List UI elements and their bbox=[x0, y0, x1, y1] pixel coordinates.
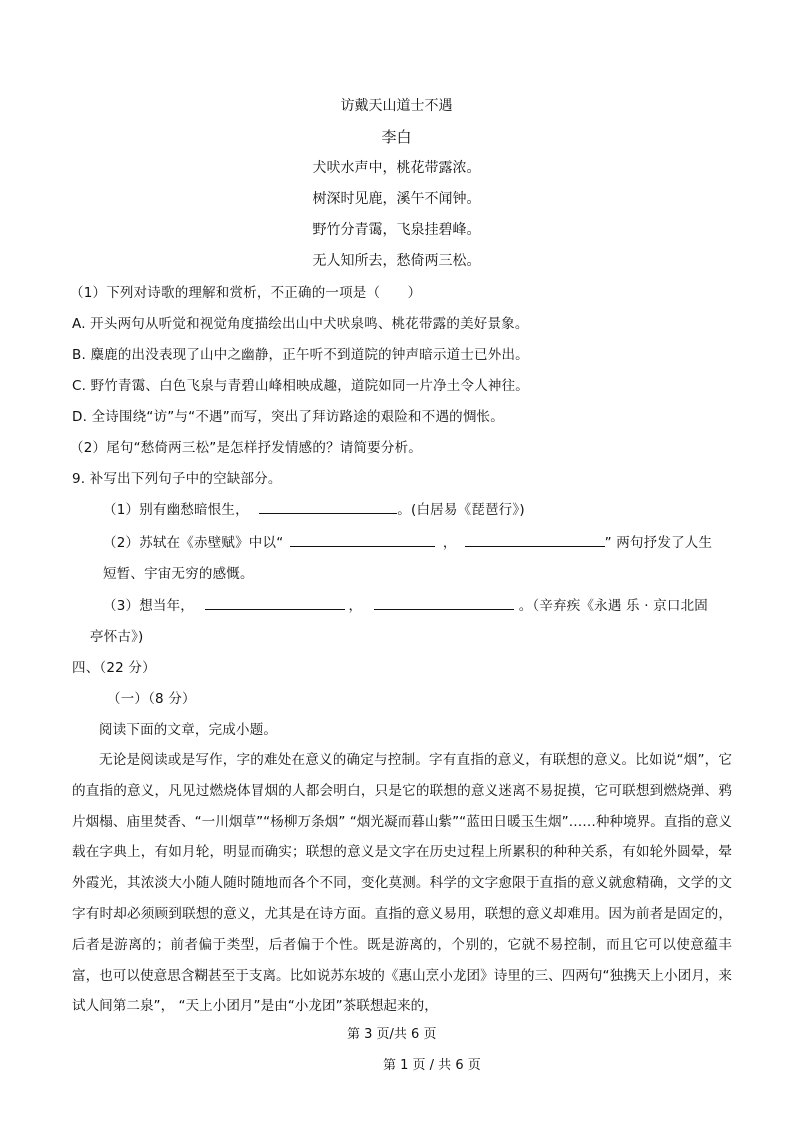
option-d: D. 全诗围绕“访”与“不遇”而写，突出了拜访路途的艰险和不遇的惆怅。 bbox=[72, 409, 504, 425]
question-2: （2）尾句“愁倚两三松”是怎样抒发情感的？请简要分析。 bbox=[70, 440, 422, 456]
page-number: 第 1 页 / 共 6 页 bbox=[383, 1058, 481, 1073]
question-1-stem: （1）下列对诗歌的理解和赏析，不正确的一项是（ ） bbox=[70, 285, 422, 301]
q9-item-2 bbox=[103, 533, 712, 553]
poem-line: 野竹分青霭，飞泉挂碧峰。 bbox=[312, 222, 481, 238]
poem-line: 犬吠水声中，桃花带露浓。 bbox=[312, 160, 481, 176]
option-a: A. 开头两句从听觉和视觉角度描绘出山中犬吠泉鸣、桃花带露的美好景象。 bbox=[72, 316, 529, 332]
fill-blank[interactable] bbox=[290, 534, 435, 547]
fill-blank[interactable] bbox=[259, 501, 397, 514]
question-9-stem: 9. 补写出下列句子中的空缺部分。 bbox=[72, 471, 282, 487]
q9-item-3-comma: ， bbox=[348, 598, 363, 614]
reading-instruction: 阅读下面的文章，完成小题。 bbox=[99, 722, 278, 738]
q9-item-3-prefix: （3）想当年， bbox=[103, 598, 194, 614]
inner-page-number: 第 3 页/共 6 页 bbox=[347, 1027, 437, 1042]
q9-item-1-prefix: （1）别有幽愁暗恨生， bbox=[103, 502, 249, 518]
fill-blank[interactable] bbox=[465, 534, 605, 547]
option-b: B. 麋鹿的出没表现了山中之幽静，正午听不到道院的钟声暗示道士已外出。 bbox=[72, 347, 529, 363]
poem-line: 树深时见鹿，溪午不闻钟。 bbox=[312, 191, 481, 207]
fill-blank[interactable] bbox=[205, 597, 345, 610]
q9-item-3-continuation: 亭怀古》) bbox=[90, 629, 144, 645]
q9-item-2-suffix: ” 两句抒发了人生 bbox=[604, 535, 713, 551]
poem-title: 访戴天山道士不遇 bbox=[340, 98, 453, 114]
poem-author: 李白 bbox=[381, 128, 412, 146]
fill-blank[interactable] bbox=[374, 597, 514, 610]
q9-item-2-prefix: （2）苏轼在《赤壁赋》中以“ bbox=[103, 535, 284, 551]
reading-passage: 无论是阅读或是写作，字的难处在意义的确定与控制。字有直指的意义，有联想的意义。比如说“烟”，它的直指的意义，凡见过燃烧体冒烟的人都会明白，只是它的联想的意义迷离不易捉摸，它可联想到燃烧弹、鸦片烟榻、庙里焚香、“一川烟草”“杨柳万条烟” “烟光凝而暮山紫”“蓝田日暖玉生烟”……种种境界。直指的意义载在字典上，有如月轮，明显而确实；联想的意义是文字在历史过程上所累积的种种关系，有如轮外圆晕，晕外霞光，其浓淡大小随人随时随地而各个不同，变化莫测。科学的文字愈限于直指的意义就愈精确，文学的文字有时却必须顾到联想的意义，尤其是在诗方面。直指的意义易用，联想的意义却难用。因为前者是固定的，后者是游离的；前者偏于类型，后者偏于个性。既是游离的，个别的，它就不易控制，而且它可以使意蕴丰富，也可以使意思含糊甚至于支离。比如说苏东坡的《惠山烹小龙团》诗里的三、四两句“独携天上小团月，来试人间第二泉”， “天上小团月”是由“小龙团”茶联想起来的， bbox=[72, 752, 732, 1015]
q9-item-2-comma: ， bbox=[442, 535, 457, 551]
q9-item-2-continuation: 短暂、宇宙无穷的感慨。 bbox=[103, 566, 254, 582]
q9-item-1-suffix: 。(白居易《琵琶行》) bbox=[397, 502, 525, 518]
section-heading: 四、（22 分） bbox=[72, 660, 156, 676]
subsection-heading: （一）（8 分） bbox=[107, 691, 196, 707]
poem-line: 无人知所去，愁倚两三松。 bbox=[312, 253, 481, 269]
q9-item-3-suffix: 。（辛弃疾《永遇 乐 · 京口北固 bbox=[514, 598, 709, 614]
q9-item-3 bbox=[103, 596, 708, 616]
q9-item-1 bbox=[103, 500, 525, 520]
option-c: C. 野竹青霭、白色飞泉与青碧山峰相映成趣，道院如同一片净土令人神往。 bbox=[72, 378, 530, 394]
